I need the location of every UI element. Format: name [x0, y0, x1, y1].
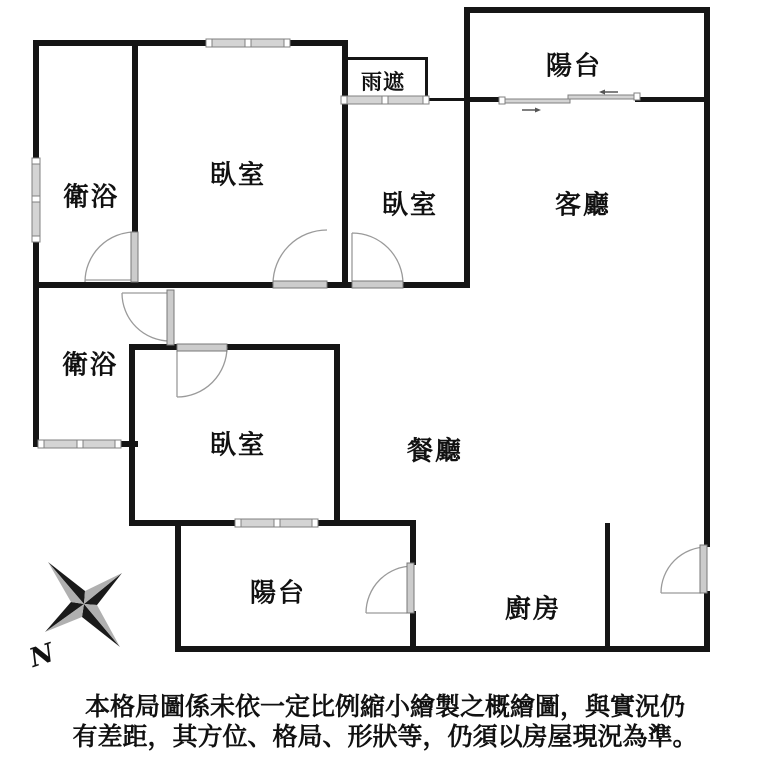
disclaimer-line-2: 有差距，其方位、格局、形狀等，仍須以房屋現況為準。 — [72, 722, 698, 751]
room-label-dining-room: 餐廳 — [406, 436, 464, 467]
door-arc-bedroom3 — [352, 233, 403, 284]
disclaimer-line-1: 本格局圖係未依一定比例縮小繪製之概繪圖，與實況仍 — [84, 692, 685, 721]
compass-north-label: N — [26, 638, 58, 674]
sliding-door-panel-right — [568, 95, 637, 99]
room-label-rain-shelter: 雨遮 — [361, 70, 405, 94]
wall-right-a — [704, 7, 710, 547]
wall-corridor-c — [403, 282, 470, 288]
door-leaf-bedroom2 — [177, 344, 227, 351]
room-label-kitchen: 廚房 — [504, 594, 562, 625]
door-arc-corridor — [122, 293, 170, 341]
wall-kitchen — [605, 523, 610, 646]
door-arc-bathroom1 — [85, 232, 135, 282]
wall-bedroom2-left — [129, 344, 135, 526]
wall-right-b — [704, 591, 710, 652]
wall-divider-a — [464, 97, 504, 102]
rain-shelter-top — [342, 57, 428, 60]
room-label-bathroom-middle: 衛浴 — [61, 350, 119, 381]
disclaimer-text — [40, 692, 730, 752]
wall-bedroom2-right — [334, 344, 340, 520]
compass-star — [45, 562, 122, 647]
sliding-door-panel-left — [502, 99, 570, 103]
door-arc-bedroom1 — [273, 230, 327, 284]
rain-shelter-right — [425, 57, 428, 99]
room-label-bedroom-right: 臥室 — [381, 190, 439, 221]
rain-shelter-bottom-line — [428, 98, 470, 101]
room-label-balcony-top: 陽台 — [545, 51, 603, 82]
wall-corridor-b — [327, 282, 352, 288]
wall-balcony2-right-a — [410, 520, 416, 565]
wall-bottom — [175, 646, 710, 652]
room-label-bedroom-middle: 臥室 — [209, 430, 267, 461]
wall-balcony2-left — [175, 520, 181, 652]
door-leaf-kitchen — [700, 545, 707, 593]
wall-bedroom1-right — [342, 40, 348, 288]
wall-balcony2-right-b — [410, 611, 416, 652]
door-arc-bedroom2 — [177, 347, 227, 397]
door-arc-balcony2 — [366, 566, 413, 613]
wall-corridor-a — [33, 282, 273, 288]
room-label-bathroom-top: 衛浴 — [62, 182, 120, 213]
door-leaf-balcony2 — [407, 563, 414, 613]
wall-bath1-right — [132, 40, 138, 234]
door-leaf-bedroom1 — [273, 281, 327, 288]
wall-balcony-top — [464, 7, 710, 13]
wall-divider-b — [635, 97, 710, 102]
room-label-bedroom-top: 臥室 — [209, 160, 267, 191]
room-label-living-room: 客廳 — [554, 190, 612, 221]
wall-bedroom2-top-b — [227, 344, 340, 350]
wall-top — [33, 40, 348, 46]
door-leaves — [131, 232, 707, 613]
room-label-balcony-bottom: 陽台 — [249, 578, 307, 609]
door-leaf-bathroom1 — [131, 232, 138, 282]
wall-bedroom-right-side — [464, 7, 470, 288]
wall-left — [33, 40, 39, 447]
door-leaf-bedroom3 — [352, 281, 403, 288]
door-leaf-corridor — [167, 290, 174, 345]
